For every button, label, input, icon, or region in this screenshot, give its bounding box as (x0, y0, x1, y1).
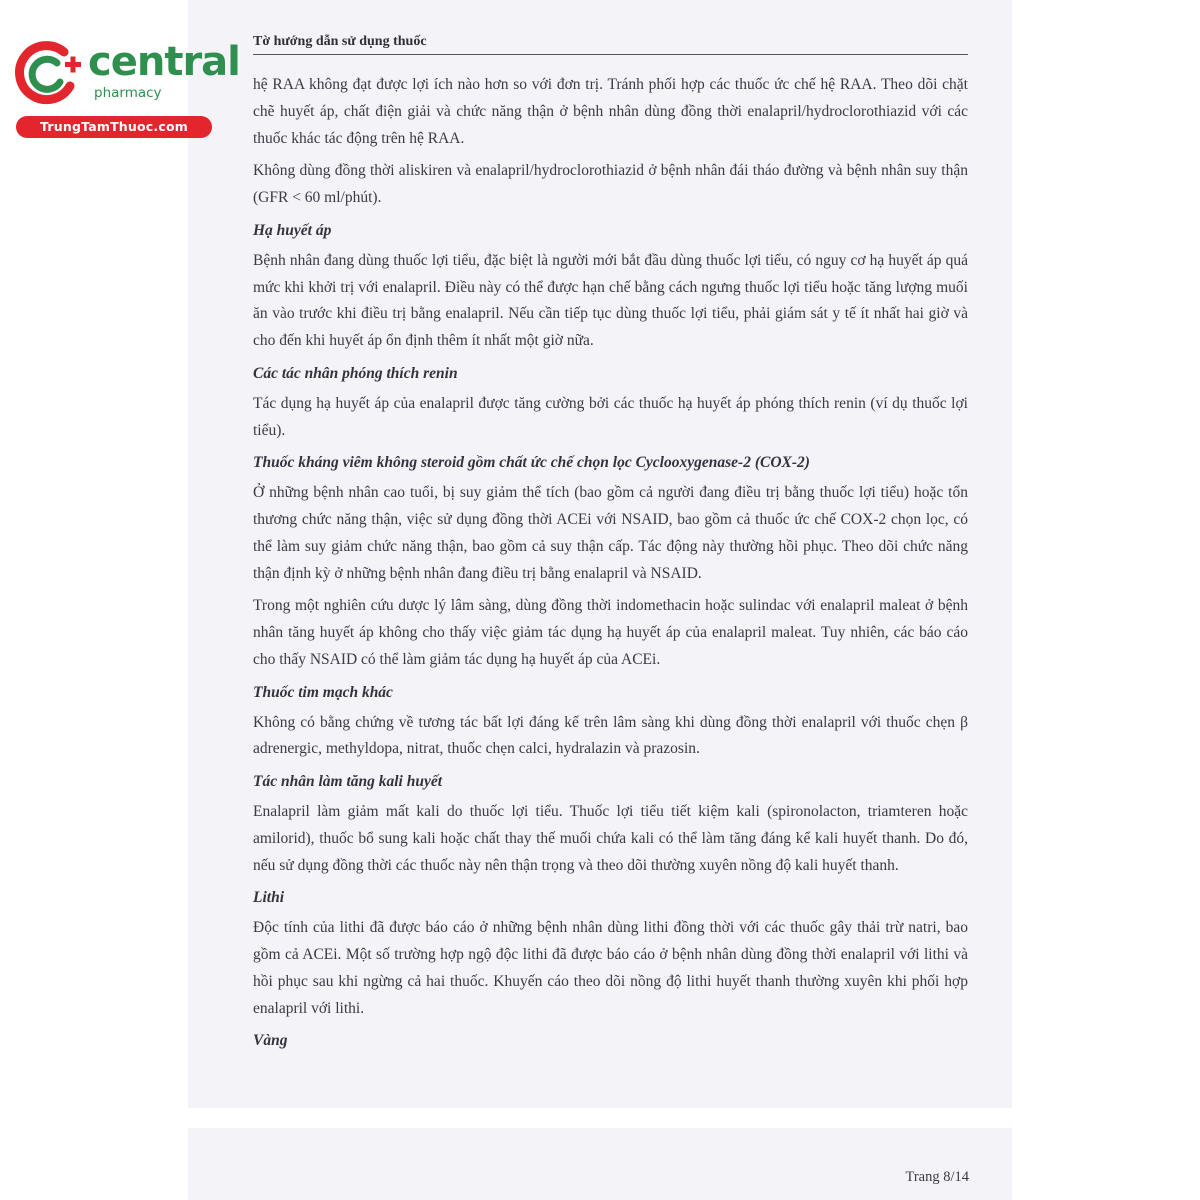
central-pharmacy-logo[interactable] (12, 36, 240, 136)
paragraph: Trong một nghiên cứu dược lý lâm sàng, dùng đồng thời indomethacin hoặc sulindac với enalapril maleat ở bệnh nhân tăng huyết áp không cho thấy việc giảm tác dụng hạ huyết áp của enalapril maleat. Tuy nhiên, các báo cáo cho thấy NSAID có thể làm giảm tác dụng hạ huyết áp của ACEi. (253, 597, 968, 668)
paragraph: Bệnh nhân đang dùng thuốc lợi tiểu, đặc biệt là người mới bắt đầu dùng thuốc lợi tiểu, có nguy cơ hạ huyết áp quá mức khi khởi trị với enalapril. Điều này có thể được hạn chế bằng cách ngưng thuốc lợi tiểu hoặc tăng lượng muối ăn vào trước khi điều trị bằng enalapril. Nếu cần tiếp tục dùng thuốc lợi tiểu, phải giám sát y tế ít nhất hai giờ và cho đến khi huyết áp ổn định thêm ít nhất một giờ nữa. (253, 251, 968, 350)
paragraph: Không dùng đồng thời aliskiren và enalapril/hydroclorothiazid ở bệnh nhân đái tháo đường và bệnh nhân suy thận (GFR < 60 ml/phút). (253, 162, 968, 207)
document-page-next (188, 1128, 1012, 1200)
section-heading: Thuốc tim mạch khác (253, 683, 393, 701)
logo-url-badge[interactable]: TrungTamThuoc.com (16, 116, 212, 138)
paragraph: Độc tính của lithi đã được báo cáo ở những bệnh nhân dùng lithi đồng thời với các thuốc gây thải trừ natri, bao gồm cả ACEi. Một số trường hợp ngộ độc lithi đã được báo cáo ở bệnh nhân dùng đồng thời enalapril với lithi và hồi phục sau khi ngừng cả hai thuốc. Khuyến cáo theo dõi nồng độ lithi huyết thanh thường xuyên khi phối hợp enalapril với lithi. (253, 919, 968, 1017)
header-divider (253, 54, 968, 55)
section-heading: Lithi (253, 889, 285, 907)
paragraph: Enalapril làm giảm mất kali do thuốc lợi tiểu. Thuốc lợi tiểu tiết kiệm kali (spironolacton, triamteren hoặc amilorid), thuốc bổ sung kali hoặc chất thay thế muối chứa kali có thể làm tăng đáng kể kali huyết thanh. Do đó, nếu sử dụng đồng thời các thuốc này nên thận trọng và theo dõi thường xuyên nồng độ kali huyết thanh. (253, 802, 968, 874)
section-heading: Các tác nhân phóng thích renin (253, 364, 458, 382)
paragraph: Tác dụng hạ huyết áp của enalapril được tăng cường bởi các thuốc hạ huyết áp phóng thích renin (ví dụ thuốc lợi tiểu). (253, 394, 968, 439)
section-heading: Hạ huyết áp (253, 221, 332, 239)
paragraph: Không có bằng chứng về tương tác bất lợi đáng kể trên lâm sàng khi dùng đồng thời enalapril với thuốc chẹn β adrenergic, methyldopa, nitrat, thuốc chẹn calci, hydralazin và prazosin. (253, 713, 968, 758)
logo-title: central (88, 39, 240, 85)
page-number: Trang 8/14 (905, 1169, 969, 1185)
section-heading: Thuốc kháng viêm không steroid gồm chất ức chế chọn lọc Cyclooxygenase-2 (COX-2) (253, 454, 810, 472)
logo-subtitle: pharmacy (94, 85, 162, 101)
pharmacy-cross-logo-icon (12, 38, 84, 110)
paragraph: hệ RAA không đạt được lợi ích nào hơn so với đơn trị. Tránh phối hợp các thuốc ức chế hệ RAA. Theo dõi chặt chẽ huyết áp, chất điện giải và chức năng thận ở bệnh nhân dùng đồng thời enalapril/hydroclorothiazid với các thuốc khác tác động trên hệ RAA. (253, 76, 968, 147)
paragraph: Ở những bệnh nhân cao tuổi, bị suy giảm thể tích (bao gồm cả người đang điều trị bằng thuốc lợi tiểu) hoặc tổn thương chức năng thận, việc sử dụng đồng thời ACEi với NSAID, bao gồm cả thuốc ức chế COX-2 chọn lọc, có thể làm suy giảm chức năng thận, bao gồm cả suy thận cấp. Tác động này thường hồi phục. Theo dõi chức năng thận định kỳ ở những bệnh nhân đang điều trị bằng enalapril và NSAID. (253, 484, 968, 582)
document-body (253, 72, 968, 1058)
section-heading: Vàng (253, 1032, 288, 1050)
document-header: Tờ hướng dẫn sử dụng thuốc (253, 34, 427, 49)
section-heading: Tác nhân làm tăng kali huyết (253, 773, 443, 791)
